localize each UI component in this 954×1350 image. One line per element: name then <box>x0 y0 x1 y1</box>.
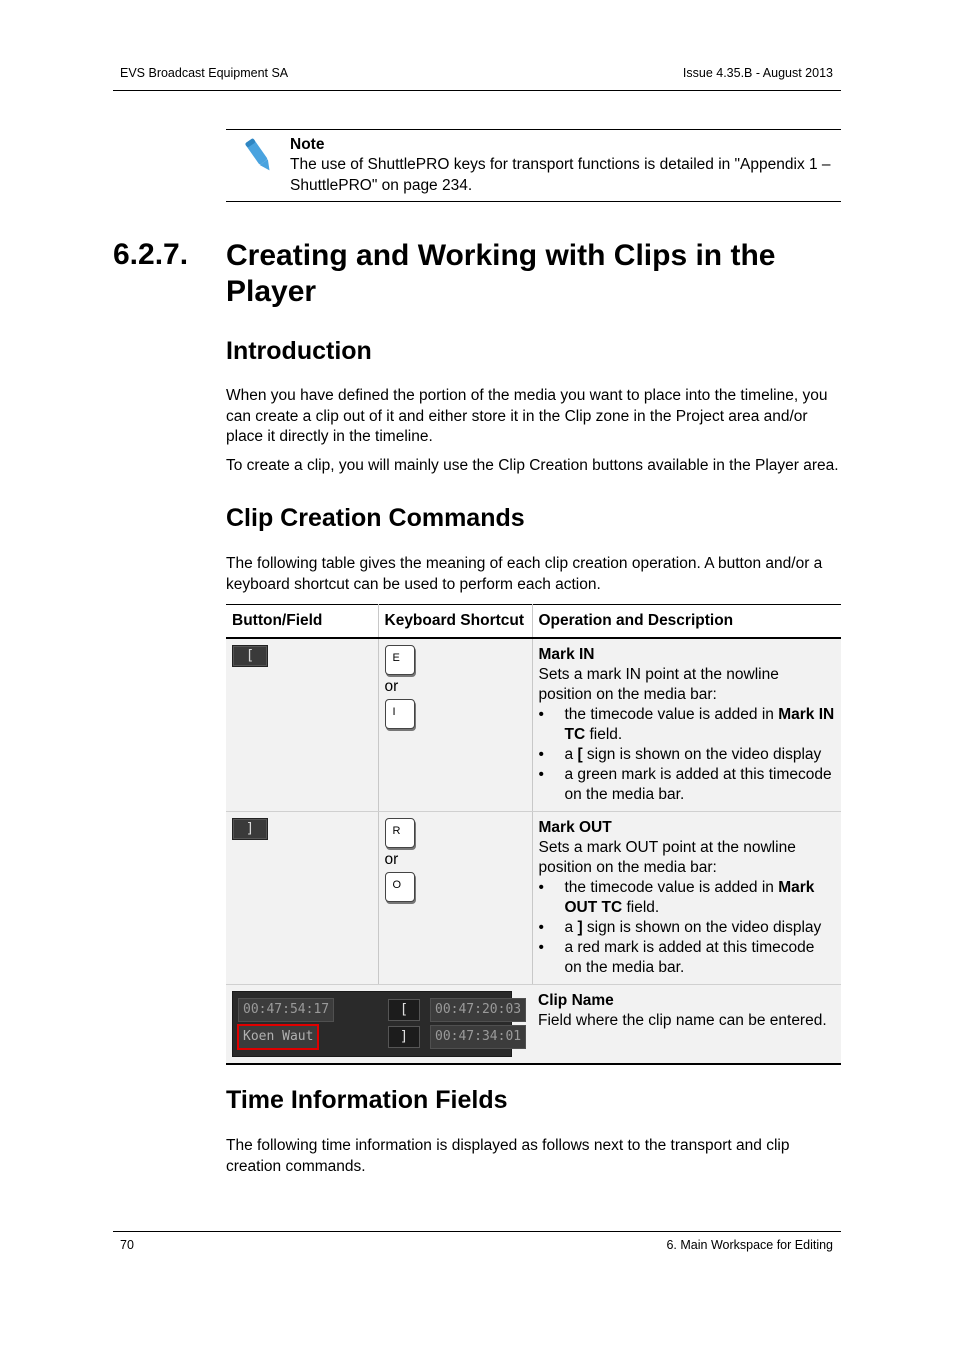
operation-cell <box>532 638 841 812</box>
footer-chapter: 6. Main Workspace for Editing <box>666 1238 833 1252</box>
or-label: or <box>384 678 399 695</box>
mark-out-button-icon: ] <box>232 818 268 840</box>
clip-name-field: Koen Waut <box>237 1024 319 1050</box>
table-row <box>226 985 841 1065</box>
table-row <box>226 812 841 985</box>
col-header-button: Button/Field <box>226 605 378 639</box>
note-top-rule <box>226 129 841 130</box>
heading-clip-creation: Clip Creation Commands <box>226 504 525 532</box>
header-rule <box>113 90 841 91</box>
intro-paragraph-1: When you have defined the portion of the media you want to place into the timeline, you can create a clip out of it and either store it in the Clip zone in the Project area and/or place it directly in the timeline. <box>226 387 828 445</box>
pencil-icon <box>240 135 280 175</box>
section-title: Creating and Working with Clips in the Player <box>226 239 776 308</box>
header-publisher: EVS Broadcast Equipment SA <box>120 66 289 80</box>
key-o-icon <box>385 872 415 902</box>
heading-introduction: Introduction <box>226 337 372 365</box>
list-item: • the timecode value is added in Mark OUT TC field. <box>539 878 836 918</box>
clip-panel-screenshot <box>232 991 522 1057</box>
button-cell <box>226 812 378 985</box>
list-item: • a ] sign is shown on the video display <box>539 918 836 938</box>
button-cell <box>226 638 378 812</box>
mark-out-tc-field: 00:47:34:01 <box>430 1025 526 1049</box>
shortcut-cell <box>378 812 532 985</box>
operation-title: Clip Name <box>538 992 614 1009</box>
header-issue: Issue 4.35.B - August 2013 <box>682 66 833 80</box>
operation-cell <box>532 812 841 985</box>
list-item: • a red mark is added at this timecode on the media bar. <box>539 938 836 978</box>
clip-creation-table <box>226 604 841 1065</box>
note-bottom-rule <box>226 201 841 202</box>
operation-bullets <box>539 705 836 805</box>
mark-in-tc-field: 00:47:20:03 <box>430 998 526 1022</box>
key-label: I <box>392 706 396 718</box>
page-number: 70 <box>120 1238 134 1252</box>
footer-rule <box>113 1231 841 1232</box>
key-r-icon <box>385 818 415 848</box>
key-e-icon <box>385 645 415 675</box>
section-number: 6.2.7. <box>113 238 189 271</box>
heading-time-information: Time Information Fields <box>226 1086 508 1114</box>
col-header-shortcut: Keyboard Shortcut <box>378 605 532 639</box>
operation-title: Mark IN <box>538 646 595 663</box>
list-item: • the timecode value is added in Mark IN TC field. <box>539 705 836 745</box>
shortcut-cell <box>378 638 532 812</box>
intro-paragraph-2: To create a clip, you will mainly use the Clip Creation buttons available in the Player area. <box>226 457 839 474</box>
operation-cell <box>532 985 841 1065</box>
operation-title: Mark OUT <box>538 819 612 836</box>
key-label: O <box>392 879 402 891</box>
operation-bullets <box>539 878 836 978</box>
panel-cell <box>226 985 532 1065</box>
mark-in-button-icon: [ <box>232 645 268 667</box>
col-header-operation: Operation and Description <box>532 605 841 639</box>
operation-description: Sets a mark IN point at the nowline position on the media bar: <box>538 666 779 703</box>
mark-in-mini-button: [ <box>388 999 420 1021</box>
time-info-paragraph: The following time information is displayed as follows next to the transport and clip creation commands. <box>226 1137 790 1175</box>
key-label: E <box>392 652 400 664</box>
clip-creation-paragraph: The following table gives the meaning of each clip creation operation. A button and/or a keyboard shortcut can be used to perform each action. <box>226 555 823 593</box>
list-item: • a green mark is added at this timecode on the media bar. <box>539 765 836 805</box>
table-row <box>226 638 841 812</box>
current-timecode-field: 00:47:54:17 <box>238 998 334 1022</box>
mark-out-mini-button: ] <box>388 1026 420 1048</box>
or-label: or <box>384 851 399 868</box>
key-label: R <box>392 825 401 837</box>
table-header-row <box>226 605 841 639</box>
key-i-icon <box>385 699 415 729</box>
operation-description: Field where the clip name can be entered. <box>538 1012 827 1029</box>
list-item: • a [ sign is shown on the video display <box>539 745 836 765</box>
operation-description: Sets a mark OUT point at the nowline position on the media bar: <box>538 839 796 876</box>
note-title: Note <box>290 136 325 153</box>
note-body: The use of ShuttlePRO keys for transport functions is detailed in "Appendix 1 – ShuttlePRO" on page 234. <box>290 156 831 194</box>
